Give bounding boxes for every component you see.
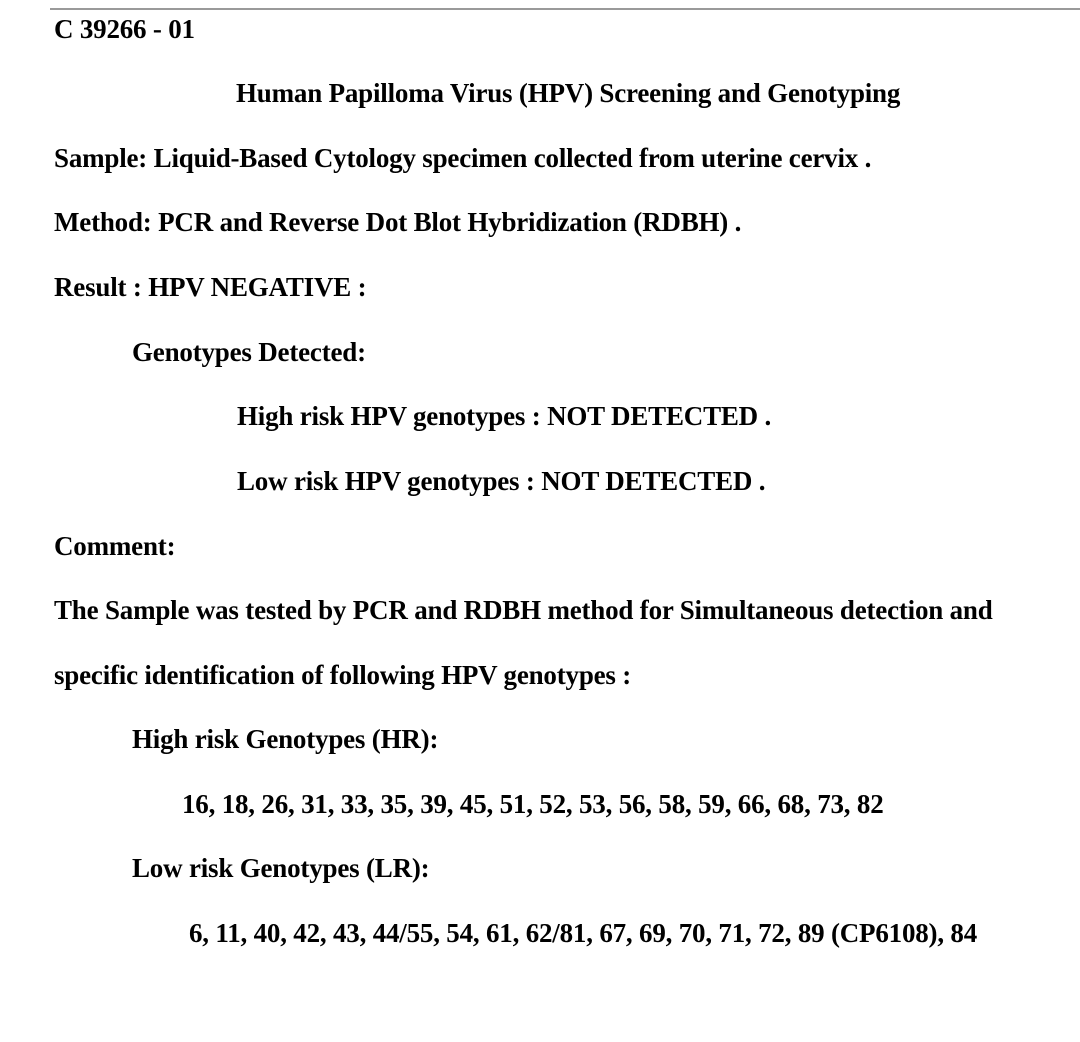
sample-line: Sample: Liquid-Based Cytology specimen collected from uterine cervix . [54, 143, 872, 173]
high-risk-genotypes-heading: High risk Genotypes (HR): [132, 724, 439, 754]
genotypes-detected-label: Genotypes Detected: [132, 337, 366, 367]
document-id: C 39266 - 01 [54, 14, 195, 44]
comment-text-line-2: specific identification of following HPV genotypes : [54, 660, 632, 690]
low-risk-genotypes-heading: Low risk Genotypes (LR): [132, 853, 430, 883]
high-risk-detected-line: High risk HPV genotypes : NOT DETECTED . [237, 401, 772, 431]
low-risk-detected-line: Low risk HPV genotypes : NOT DETECTED . [237, 466, 766, 496]
low-risk-genotypes-list: 6, 11, 40, 42, 43, 44/55, 54, 61, 62/81, 67, 69, 70, 71, 72, 89 (CP6108), 84 [189, 918, 978, 948]
report-title: Human Papilloma Virus (HPV) Screening and Genotyping [236, 78, 901, 108]
method-line: Method: PCR and Reverse Dot Blot Hybridization (RDBH) . [54, 207, 742, 237]
high-risk-genotypes-list: 16, 18, 26, 31, 33, 35, 39, 45, 51, 52, 53, 56, 58, 59, 66, 68, 73, 82 [182, 789, 884, 819]
result-line: Result : HPV NEGATIVE : [54, 272, 367, 302]
comment-label: Comment: [54, 531, 176, 561]
comment-text-line-1: The Sample was tested by PCR and RDBH method for Simultaneous detection and [54, 595, 993, 625]
top-divider [50, 8, 1080, 10]
